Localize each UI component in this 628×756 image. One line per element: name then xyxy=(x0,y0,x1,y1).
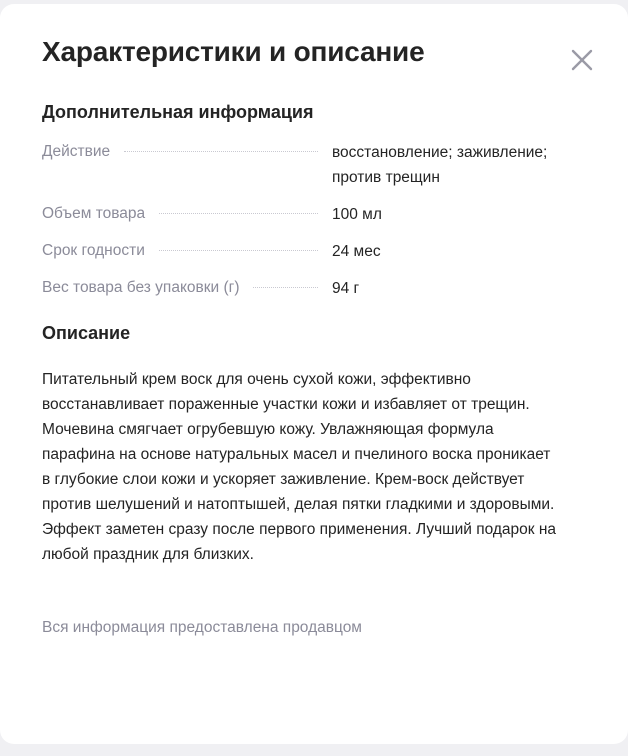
description-heading: Описание xyxy=(42,323,131,343)
spec-dots xyxy=(124,151,318,152)
close-button[interactable] xyxy=(566,44,598,76)
additional-info-heading: Дополнительная информация xyxy=(42,102,314,122)
spec-name: Срок годности xyxy=(42,242,145,259)
spec-value: 24 мес xyxy=(332,243,381,260)
modal-title: Характеристики и описание xyxy=(42,36,425,67)
spec-dots xyxy=(159,213,318,214)
spec-row xyxy=(42,239,592,264)
spec-row xyxy=(42,202,592,227)
spec-row xyxy=(42,276,592,301)
spec-name: Объем товара xyxy=(42,205,146,222)
spec-name: Действие xyxy=(42,143,111,160)
description-text: Питательный крем воск для очень сухой кожи, эффективно восстанавливает пораженные участки кожи и избавляет от трещин. Мочевина смягчает огрубевшую кожу. Увлажняющая формула парафина на основе натуральных масел и пчелиного воска проникает в глубокие слои кожи и ускоряет заживление. Крем-воск действует против шелушений и натоптышей, делая пятки гладкими и здоровыми. Эффект заметен сразу после первого применения. Лучший подарок на любой праздник для близких. xyxy=(42,371,557,563)
seller-info-note: Вся информация предоставлена продавцом xyxy=(42,619,362,636)
spec-name: Вес товара без упаковки (г) xyxy=(42,279,240,296)
spec-value: 94 г xyxy=(332,280,360,297)
close-icon xyxy=(571,49,593,71)
spec-value: 100 мл xyxy=(332,206,382,223)
characteristics-modal xyxy=(0,4,628,744)
spec-value: восстановление; заживление; против трещин xyxy=(332,144,548,186)
specs-list xyxy=(42,140,592,313)
spec-dots xyxy=(253,287,318,288)
spec-row xyxy=(42,140,592,190)
spec-dots xyxy=(159,250,318,251)
